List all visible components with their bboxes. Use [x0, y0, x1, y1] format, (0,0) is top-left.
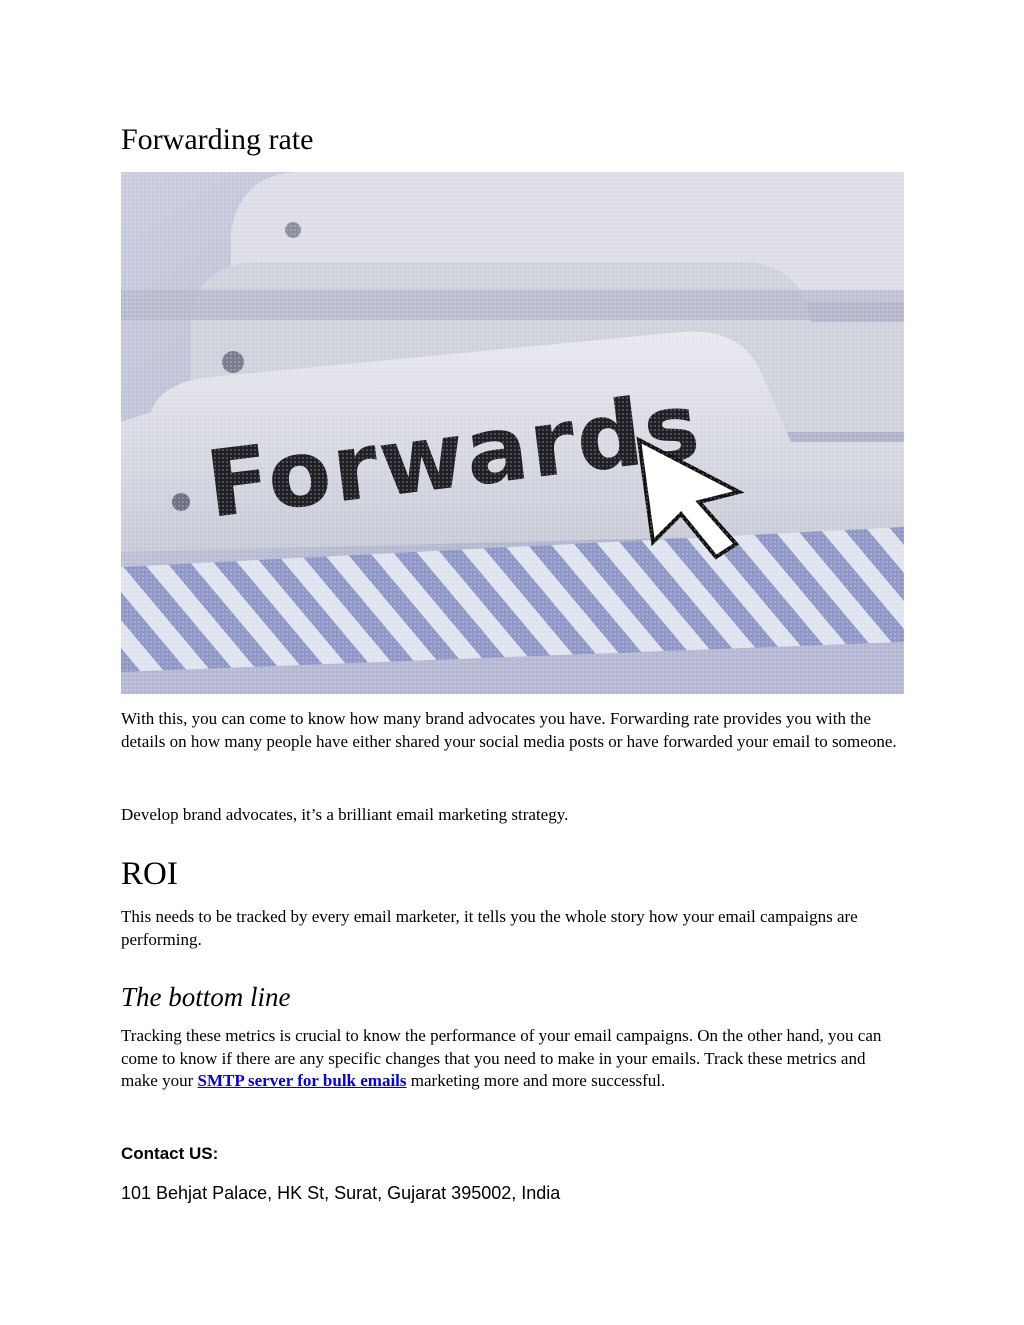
forwarding-rate-heading: Forwarding rate [121, 123, 314, 156]
forwards-illustration [121, 172, 904, 694]
roi-paragraph: This needs to be tracked by every email marketer, it tells you the whole story how your email campaigns are performing. [121, 907, 858, 949]
contact-us-label: Contact US: [121, 1144, 219, 1163]
bottom-line-text-end: marketing more and more successful. [406, 1071, 666, 1090]
forwarding-rate-paragraph: With this, you can come to know how many brand advocates you have. Forwarding rate provides you with the details on how many people have either shared your social media posts or have forwarded your email to someone. [121, 709, 897, 751]
bottom-line-text-start: Tracking these metrics is crucial to know the performance of your email campaigns. On the other hand, you can come to know if there are any specific changes that you need to make in your emails. Track these metrics and make your [121, 1026, 882, 1090]
roi-heading: ROI [121, 856, 178, 892]
bottom-line-heading: The bottom line [121, 982, 291, 1012]
brand-advocates-paragraph: Develop brand advocates, it’s a brilliant email marketing strategy. [121, 805, 569, 824]
address-text: 101 Behjat Palace, HK St, Surat, Gujarat 395002, India [121, 1183, 561, 1203]
forwards-hero-image [121, 172, 904, 694]
bottom-line-paragraph [121, 1025, 904, 1093]
smtp-server-link[interactable]: SMTP server for bulk emails [197, 1071, 407, 1090]
